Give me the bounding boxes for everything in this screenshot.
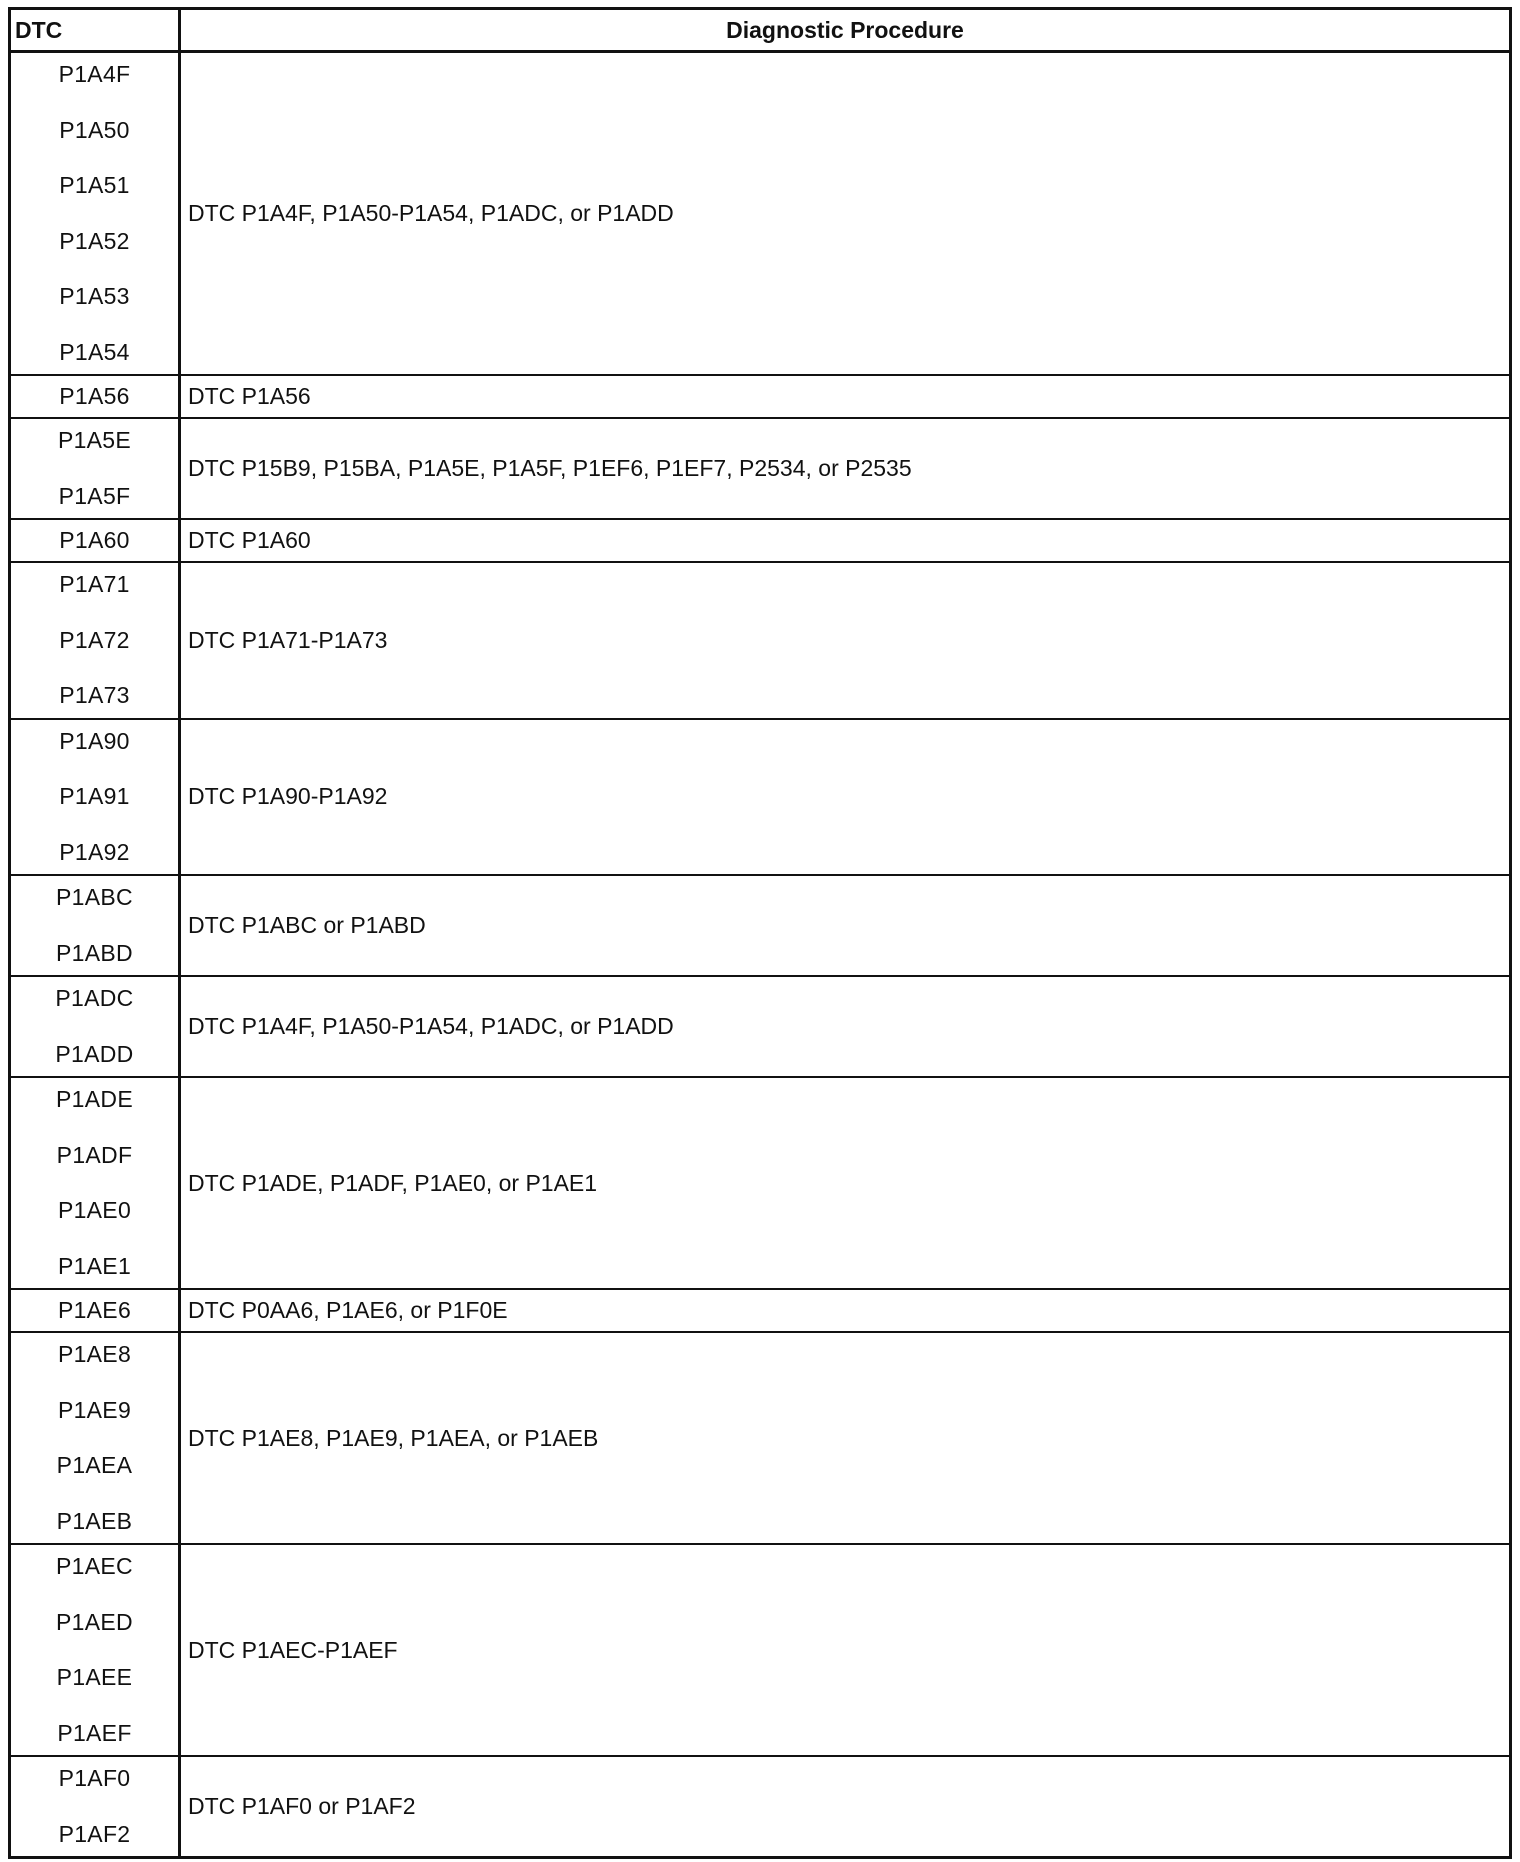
diagnostic-procedure-link[interactable]: DTC P1AE8, P1AE9, P1AEA, or P1AEB [188, 1425, 598, 1451]
dtc-code: P1A73 [11, 668, 178, 724]
dtc-code: P1ADF [11, 1128, 178, 1184]
diagnostic-procedure-cell [180, 1077, 1511, 1289]
dtc-code-cell [10, 1289, 180, 1332]
diagnostic-procedure-link[interactable]: DTC P1A4F, P1A50-P1A54, P1ADC, or P1ADD [188, 200, 674, 226]
diagnostic-procedure-link[interactable]: DTC P1ADE, P1ADF, P1AE0, or P1AE1 [188, 1170, 597, 1196]
table-row [10, 562, 1511, 719]
dtc-code: P1A71 [11, 557, 178, 613]
dtc-code: P1AE6 [11, 1290, 178, 1331]
dtc-code: P1ABC [11, 870, 178, 926]
dtc-code-cell [10, 875, 180, 976]
dtc-code: P1A52 [11, 214, 178, 270]
diagnostic-procedure-cell [180, 1289, 1511, 1332]
dtc-code-cell [10, 562, 180, 719]
dtc-code: P1AE9 [11, 1383, 178, 1439]
diagnostic-procedure-cell [180, 418, 1511, 519]
dtc-code-cell [10, 1332, 180, 1544]
dtc-code: P1AED [11, 1595, 178, 1651]
diagnostic-procedure-cell [180, 519, 1511, 562]
table-row [10, 1756, 1511, 1858]
dtc-code: P1AE1 [11, 1239, 178, 1295]
table-row [10, 1544, 1511, 1756]
table-header [10, 9, 1511, 52]
diagnostic-procedure-cell [180, 1332, 1511, 1544]
dtc-code-cell [10, 719, 180, 876]
dtc-code: P1A72 [11, 613, 178, 669]
table-row [10, 519, 1511, 562]
table-row [10, 719, 1511, 876]
dtc-code: P1A4F [11, 47, 178, 103]
table-row [10, 1077, 1511, 1289]
dtc-code-cell [10, 1544, 180, 1756]
dtc-code: P1A53 [11, 269, 178, 325]
table-row [10, 1332, 1511, 1544]
diagnostic-procedure-link[interactable]: DTC P1AF0 or P1AF2 [188, 1793, 416, 1819]
diagnostic-procedure-link[interactable]: DTC P1A71-P1A73 [188, 627, 387, 653]
dtc-code: P1A54 [11, 325, 178, 381]
dtc-code: P1A56 [11, 376, 178, 417]
dtc-code-cell [10, 418, 180, 519]
dtc-code: P1AEC [11, 1539, 178, 1595]
table-row [10, 375, 1511, 418]
table-row [10, 976, 1511, 1077]
dtc-code: P1AEE [11, 1650, 178, 1706]
dtc-code-cell [10, 519, 180, 562]
diagnostic-procedure-cell [180, 1544, 1511, 1756]
table-row [10, 1289, 1511, 1332]
table-row [10, 418, 1511, 519]
diagnostic-procedure-link[interactable]: DTC P1AEC-P1AEF [188, 1637, 398, 1663]
diagnostic-procedure-link[interactable]: DTC P15B9, P15BA, P1A5E, P1A5F, P1EF6, P1EF7, P2534, or P2535 [188, 455, 912, 481]
dtc-code: P1AEA [11, 1438, 178, 1494]
dtc-code: P1AE8 [11, 1327, 178, 1383]
header-dtc: DTC [10, 9, 180, 52]
diagnostic-procedure-cell [180, 375, 1511, 418]
diagnostic-procedure-link[interactable]: DTC P0AA6, P1AE6, or P1F0E [188, 1297, 508, 1323]
dtc-code: P1A5E [11, 413, 178, 469]
table-body [10, 52, 1511, 1858]
dtc-table [8, 7, 1512, 1859]
dtc-code: P1A51 [11, 158, 178, 214]
header-diagnostic-procedure: Diagnostic Procedure [180, 9, 1511, 52]
dtc-code: P1ADD [11, 1027, 178, 1083]
dtc-code: P1AEF [11, 1706, 178, 1762]
dtc-code-cell [10, 1756, 180, 1858]
diagnostic-procedure-link[interactable]: DTC P1A4F, P1A50-P1A54, P1ADC, or P1ADD [188, 1013, 674, 1039]
table-row [10, 52, 1511, 376]
dtc-code: P1A60 [11, 520, 178, 561]
diagnostic-procedure-link[interactable]: DTC P1A56 [188, 383, 311, 409]
table-row [10, 875, 1511, 976]
diagnostic-procedure-link[interactable]: DTC P1A60 [188, 527, 311, 553]
dtc-code: P1A92 [11, 825, 178, 881]
dtc-code-cell [10, 375, 180, 418]
dtc-code: P1A90 [11, 714, 178, 770]
dtc-code: P1AE0 [11, 1183, 178, 1239]
dtc-code: P1A50 [11, 103, 178, 159]
dtc-code: P1ABD [11, 926, 178, 982]
dtc-code: P1A91 [11, 769, 178, 825]
diagnostic-procedure-cell [180, 562, 1511, 719]
diagnostic-procedure-cell [180, 976, 1511, 1077]
dtc-code: P1AF0 [11, 1751, 178, 1807]
diagnostic-procedure-cell [180, 719, 1511, 876]
diagnostic-procedure-link[interactable]: DTC P1A90-P1A92 [188, 783, 387, 809]
dtc-code: P1A5F [11, 469, 178, 525]
diagnostic-procedure-cell [180, 52, 1511, 376]
diagnostic-procedure-cell [180, 1756, 1511, 1858]
diagnostic-procedure-link[interactable]: DTC P1ABC or P1ABD [188, 912, 426, 938]
dtc-code: P1ADE [11, 1072, 178, 1128]
dtc-code: P1AF2 [11, 1807, 178, 1862]
dtc-code-cell [10, 976, 180, 1077]
diagnostic-procedure-cell [180, 875, 1511, 976]
dtc-code-cell [10, 1077, 180, 1289]
dtc-code: P1AEB [11, 1494, 178, 1550]
dtc-code-cell [10, 52, 180, 376]
dtc-code: P1ADC [11, 971, 178, 1027]
header-row [10, 9, 1511, 52]
